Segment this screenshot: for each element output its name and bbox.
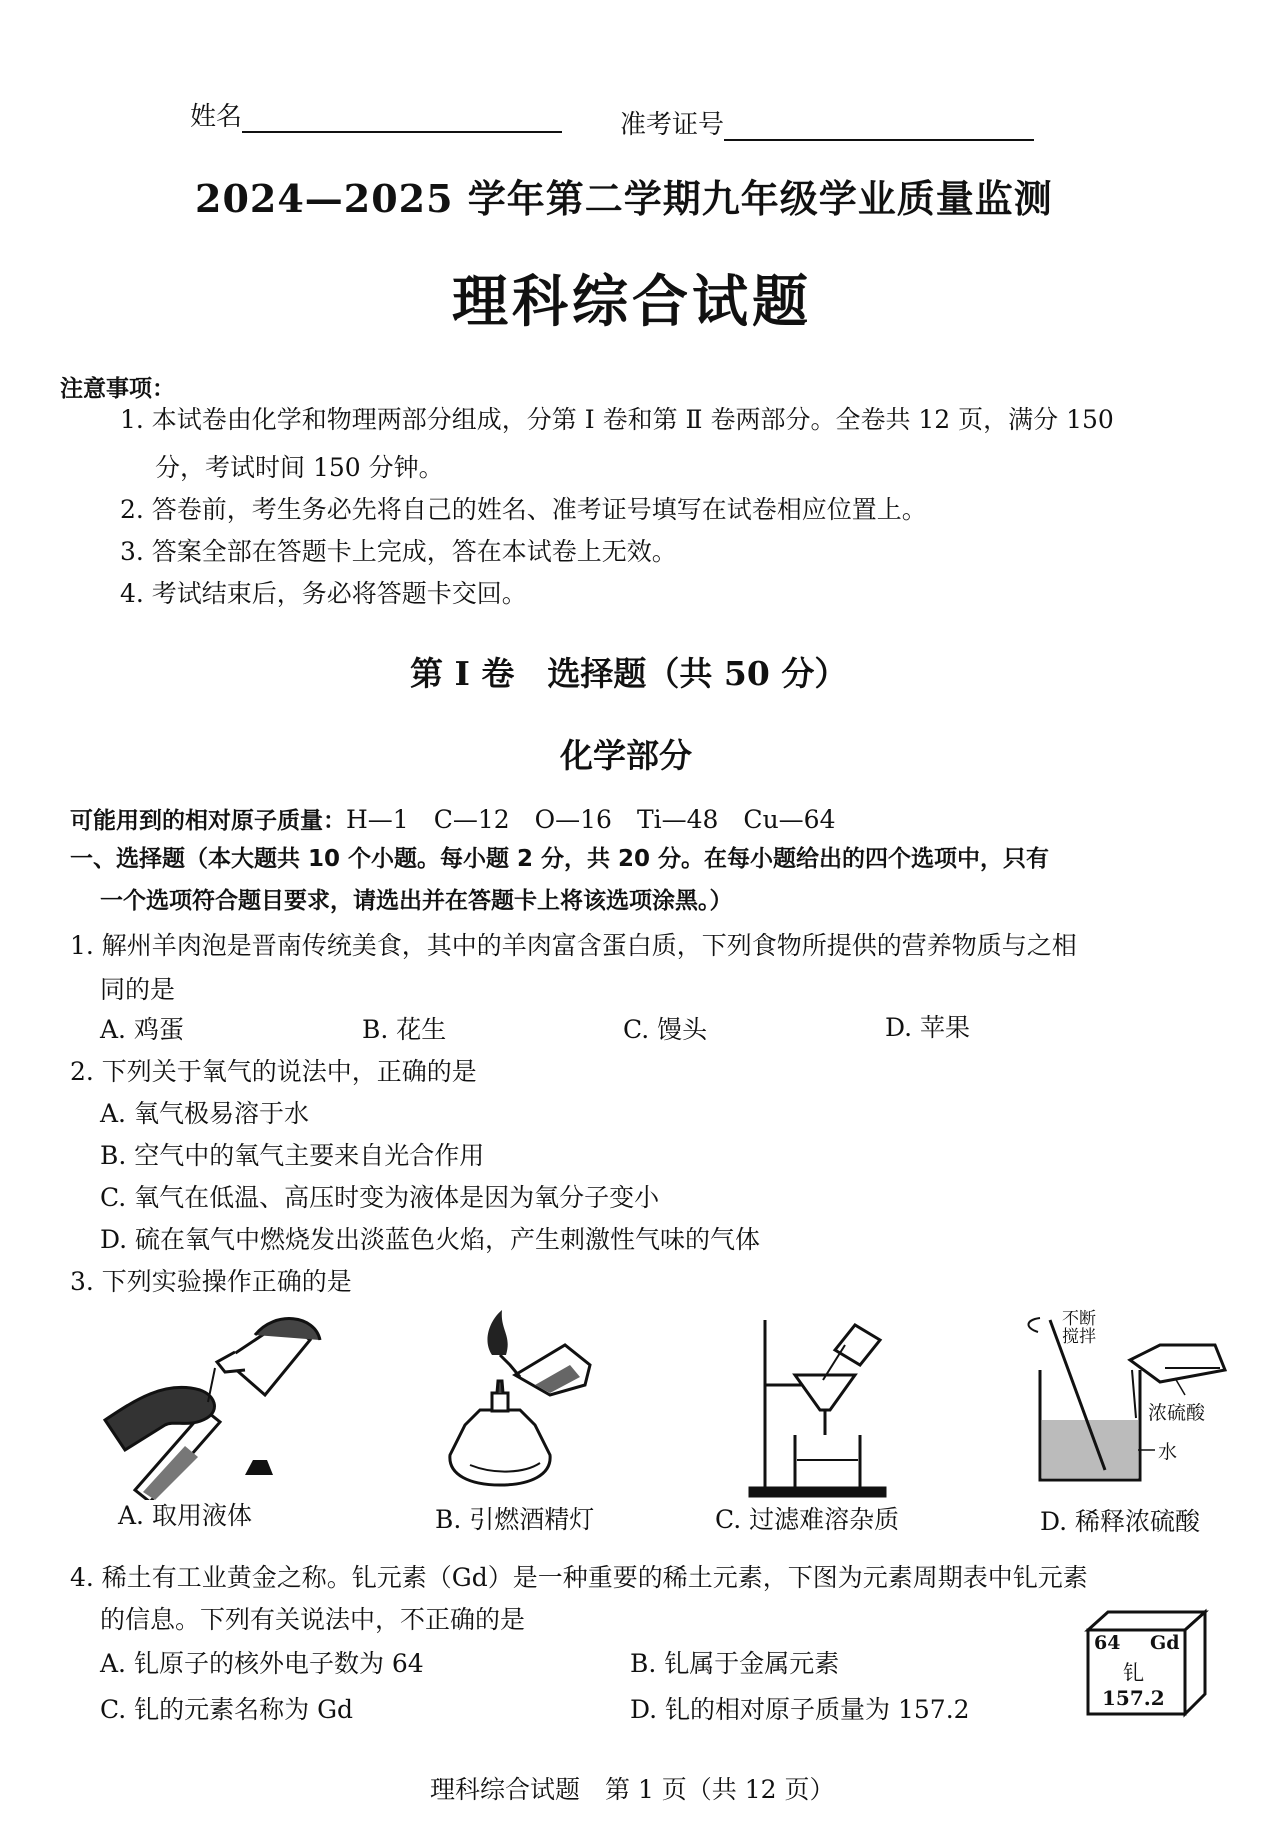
notice-item-2: 2. 答卷前，考生务必先将自己的姓名、准考证号填写在试卷相应位置上。 <box>120 495 927 524</box>
q3-stem: 3. 下列实验操作正确的是 <box>70 1267 352 1296</box>
figure-a-pour-liquid <box>95 1300 325 1500</box>
exam-subtitle: 理科综合试题 <box>452 269 812 335</box>
notice-item-3: 3. 答案全部在答题卡上完成，答在本试卷上无效。 <box>120 537 677 566</box>
atomic-mass-label: 可能用到的相对原子质量： <box>70 808 346 834</box>
q1-option-a: A. 鸡蛋 <box>100 1015 184 1044</box>
q2-option-c: C. 氧气在低温、高压时变为液体是因为氧分子变小 <box>100 1183 660 1212</box>
q1-stem-1: 1. 解州羊肉泡是晋南传统美食，其中的羊肉富含蛋白质，下列食物所提供的营养物质与之相 <box>70 931 1077 960</box>
ticket-label: 准考证号 <box>620 110 725 140</box>
notice-item-4: 4. 考试结束后，务必将答题卡交回。 <box>120 579 527 608</box>
q2-option-b: B. 空气中的氧气主要来自光合作用 <box>100 1141 485 1170</box>
q4-option-c: C. 钆的元素名称为 Gd <box>100 1695 354 1724</box>
notice-item-1-cont: 分，考试时间 150 分钟。 <box>155 453 444 482</box>
element-name: 钆 <box>1123 1661 1144 1685</box>
atomic-mass-line <box>70 800 835 836</box>
instruction-line-1: 一、选择题（本大题共 10 个小题。每小题 2 分，共 20 分。在每小题给出的四个选项中，只有 <box>70 846 1050 872</box>
name-label: 姓名 <box>190 102 243 132</box>
figure-d-water-label: 水 <box>1158 1441 1178 1463</box>
q3-option-a: A. 取用液体 <box>118 1501 252 1530</box>
volume-title: 第 Ⅰ 卷 选择题（共 50 分） <box>410 654 848 693</box>
stir-label-1: 不断 <box>1062 1309 1096 1329</box>
q4-option-a: A. 钆原子的核外电子数为 64 <box>100 1649 424 1678</box>
q1-option-c: C. 馒头 <box>623 1015 708 1044</box>
figure-d-acid-label: 浓硫酸 <box>1148 1402 1206 1424</box>
q4-option-d: D. 钆的相对原子质量为 157.2 <box>630 1695 970 1724</box>
figure-b-light-lamp <box>440 1305 600 1495</box>
ticket-field <box>620 104 1034 141</box>
instruction-line-2: 一个选项符合题目要求，请选出并在答题卡上将该选项涂黑。） <box>100 888 733 914</box>
atomic-mass-values: H—1 C—12 O—16 Ti—48 Cu—64 <box>346 805 836 834</box>
q3-option-b: B. 引燃酒精灯 <box>435 1505 595 1534</box>
q1-option-b: B. 花生 <box>362 1015 447 1044</box>
element-symbol: Gd <box>1150 1632 1180 1654</box>
name-blank <box>242 101 562 133</box>
notice-heading: 注意事项： <box>60 376 175 402</box>
page-footer: 理科综合试题 第 1 页（共 12 页） <box>430 1775 835 1804</box>
q3-option-c: C. 过滤难溶杂质 <box>715 1505 900 1534</box>
q4-option-b: B. 钆属于金属元素 <box>630 1649 840 1678</box>
notice-item-1: 1. 本试卷由化学和物理两部分组成，分第 Ⅰ 卷和第 Ⅱ 卷两部分。全卷共 12 页，满分 150 <box>120 405 1114 434</box>
element-number: 64 <box>1094 1632 1121 1654</box>
figure-c-filtration <box>745 1310 895 1500</box>
q2-stem: 2. 下列关于氧气的说法中，正确的是 <box>70 1057 477 1086</box>
q1-option-d: D. 苹果 <box>885 1013 971 1042</box>
element-mass: 157.2 <box>1102 1686 1165 1710</box>
figure-d-dilute-acid <box>1010 1310 1240 1490</box>
name-field <box>190 96 562 133</box>
q4-stem-1: 4. 稀土有工业黄金之称。钆元素（Gd）是一种重要的稀土元素，下图为元素周期表中钆元素 <box>70 1563 1088 1592</box>
q4-stem-2: 的信息。下列有关说法中，不正确的是 <box>100 1605 526 1634</box>
stir-label-2: 搅拌 <box>1062 1327 1096 1347</box>
part-title: 化学部分 <box>560 736 692 775</box>
q2-option-a: A. 氧气极易溶于水 <box>100 1099 309 1128</box>
figure-d-stir-label <box>1062 1310 1096 1346</box>
ticket-blank <box>724 109 1034 141</box>
q2-option-d: D. 硫在氧气中燃烧发出淡蓝色火焰，产生刺激性气味的气体 <box>100 1225 761 1254</box>
q1-stem-2: 同的是 <box>100 975 176 1004</box>
q3-option-d: D. 稀释浓硫酸 <box>1040 1507 1201 1536</box>
exam-title: 2024—2025 学年第二学期九年级学业质量监测 <box>195 176 1053 221</box>
